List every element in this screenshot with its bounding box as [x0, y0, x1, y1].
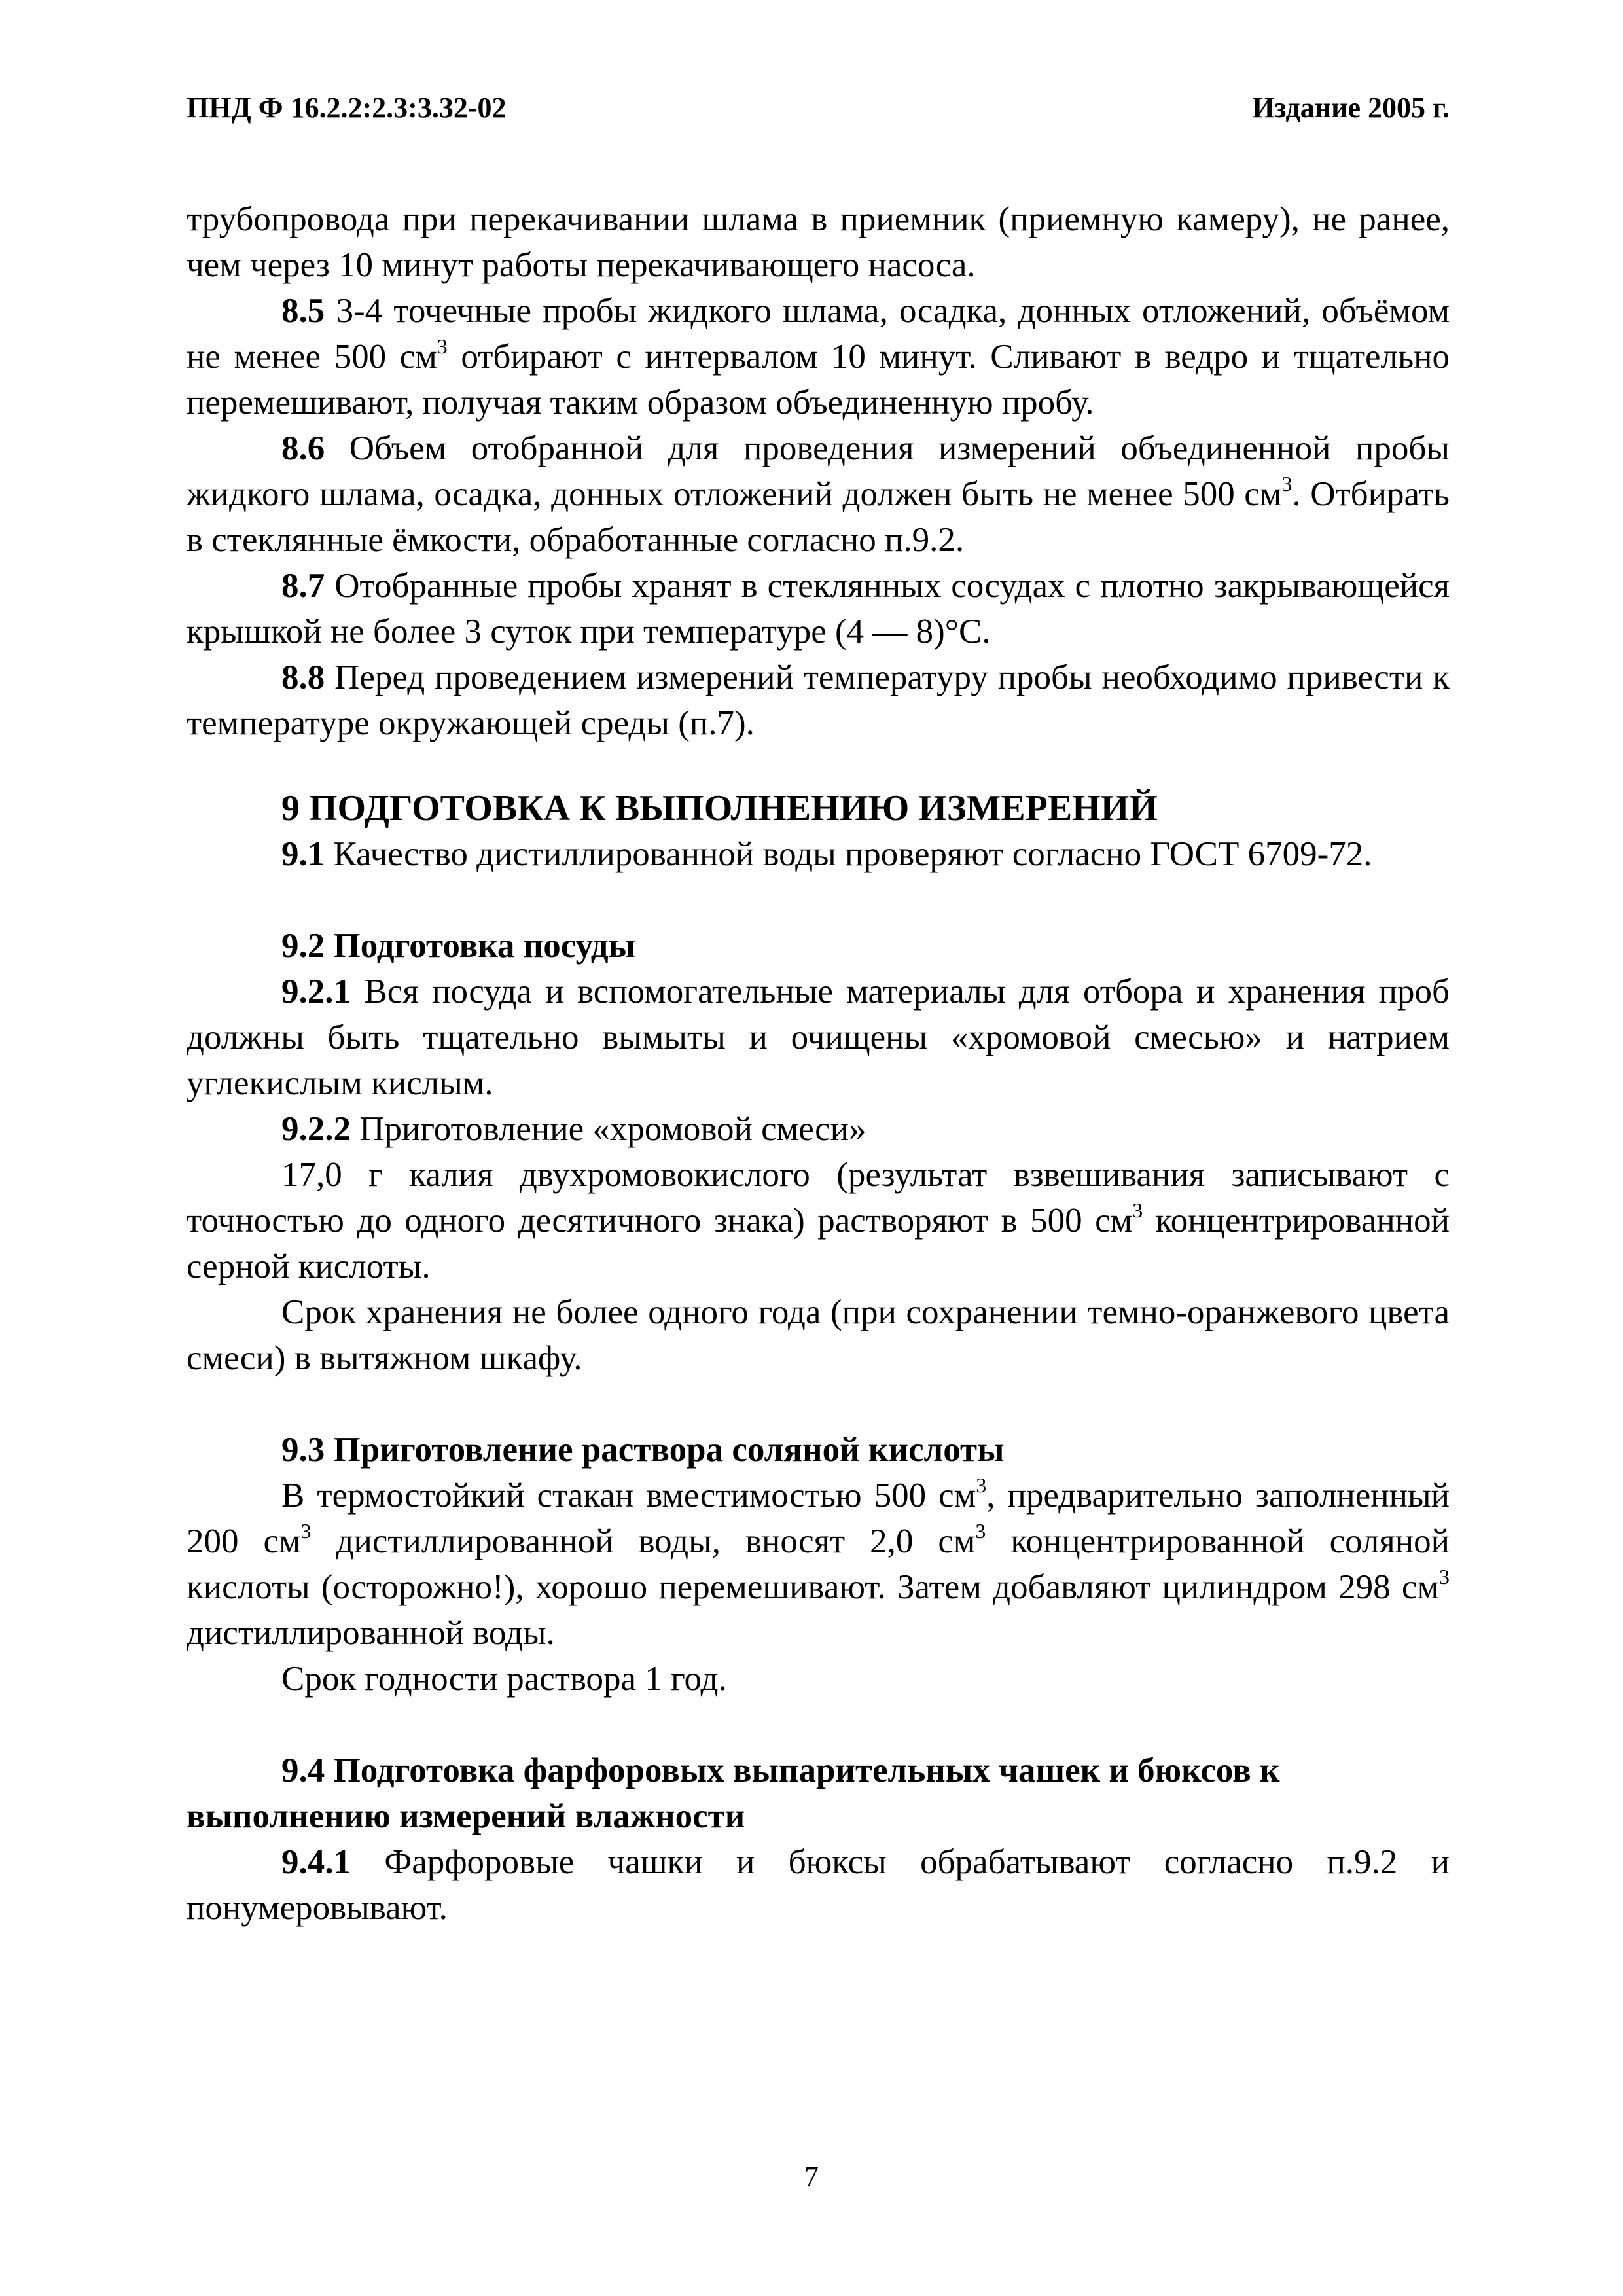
- paragraph-continuation: трубопровода при перекачивании шлама в приемник (приемную камеру), не ранее, чем через 10 минут работы перекачивающего насоса.: [187, 200, 1450, 284]
- edition-label: Издание 2005 г.: [1252, 92, 1450, 124]
- paragraph-hcl-solution: В термостойкий стакан вместимостью 500 $см^3$, предварительно заполненный 200 $см^3$ дистиллированной воды, вносят 2,0 $см^3$ концентрированной соляной кислоты (осторожно!), хорошо перемешивают. Затем добавляют цилиндром 298 $см^3$ дистиллированной воды.: [187, 1473, 1450, 1652]
- paragraph-shelf-life: Срок годности раствора 1 год.: [281, 1660, 727, 1698]
- document-code: ПНД Ф 16.2.2:2.3:3.32-02: [187, 92, 507, 124]
- paragraph-8-7: 8.7 Отобранные пробы хранят в стеклянных сосудах с плотно закрывающейся крышкой не более 3 суток при температуре (4 — 8)°С.: [187, 567, 1450, 651]
- paragraph-8-5: 8.5 3-4 точечные пробы жидкого шлама, осадка, донных отложений, объёмом не менее 500 $см^3$ отбирают с интервалом 10 минут. Сливают в ведро и тщательно перемешивают, получая таким образом объединенную пробу.: [187, 292, 1450, 422]
- section-heading-9-2: 9.2 Подготовка посуды: [281, 927, 635, 965]
- clause-number: 8.8: [281, 658, 325, 696]
- clause-number: 9.2.1: [281, 973, 351, 1011]
- page-number: 7: [804, 2161, 819, 2193]
- clause-number: 8.7: [281, 567, 325, 605]
- paragraph-9-2-1: 9.2.1 Вся посуда и вспомогательные материалы для отбора и хранения проб должны быть тщательно вымыты и очищены «хромовой смесью» и натрием углекислым кислым.: [187, 973, 1450, 1102]
- page-body: [187, 196, 1450, 1931]
- paragraph-storage-term: Срок хранения не более одного года (при сохранении темно-оранжевого цвета смеси) в вытяжном шкафу.: [187, 1293, 1450, 1377]
- paragraph-8-6: 8.6 Объем отобранной для проведения измерений объединенной пробы жидкого шлама, осадка, донных отложений должен быть не менее 500 $см^3$. Отбирать в стеклянные ёмкости, обработанные согласно п.9.2.: [187, 429, 1450, 559]
- section-heading-9-4: 9.4 Подготовка фарфоровых выпарительных чашек и бюксов к выполнению измерений влажности: [187, 1751, 1280, 1835]
- section-heading-9-3: 9.3 Приготовление раствора соляной кислоты: [281, 1431, 1005, 1469]
- clause-number: 9.1: [281, 835, 325, 873]
- clause-number: 8.5: [281, 292, 325, 330]
- clause-number: 9.4.1: [281, 1843, 351, 1881]
- clause-number: 8.6: [281, 429, 325, 467]
- paragraph-chromic-mixture: 17,0 г калия двухромовокислого (результат взвешивания записывают с точностью до одного десятичного знака) растворяют в 500 $см^3$ концентрированной серной кислоты.: [187, 1156, 1450, 1285]
- paragraph-8-8: 8.8 Перед проведением измерений температуру пробы необходимо привести к температуре окружающей среды (п.7).: [187, 658, 1450, 742]
- section-heading-9: 9 ПОДГОТОВКА К ВЫПОЛНЕНИЮ ИЗМЕРЕНИЙ: [281, 788, 1158, 829]
- paragraph-9-1: 9.1 Качество дистиллированной воды проверяют согласно ГОСТ 6709-72.: [281, 835, 1372, 873]
- paragraph-9-2-2: 9.2.2 Приготовление «хромовой смеси»: [281, 1110, 866, 1148]
- paragraph-9-4-1: 9.4.1 Фарфоровые чашки и бюксы обрабатывают согласно п.9.2 и понумеровывают.: [187, 1843, 1450, 1927]
- clause-number: 9.2.2: [281, 1110, 351, 1148]
